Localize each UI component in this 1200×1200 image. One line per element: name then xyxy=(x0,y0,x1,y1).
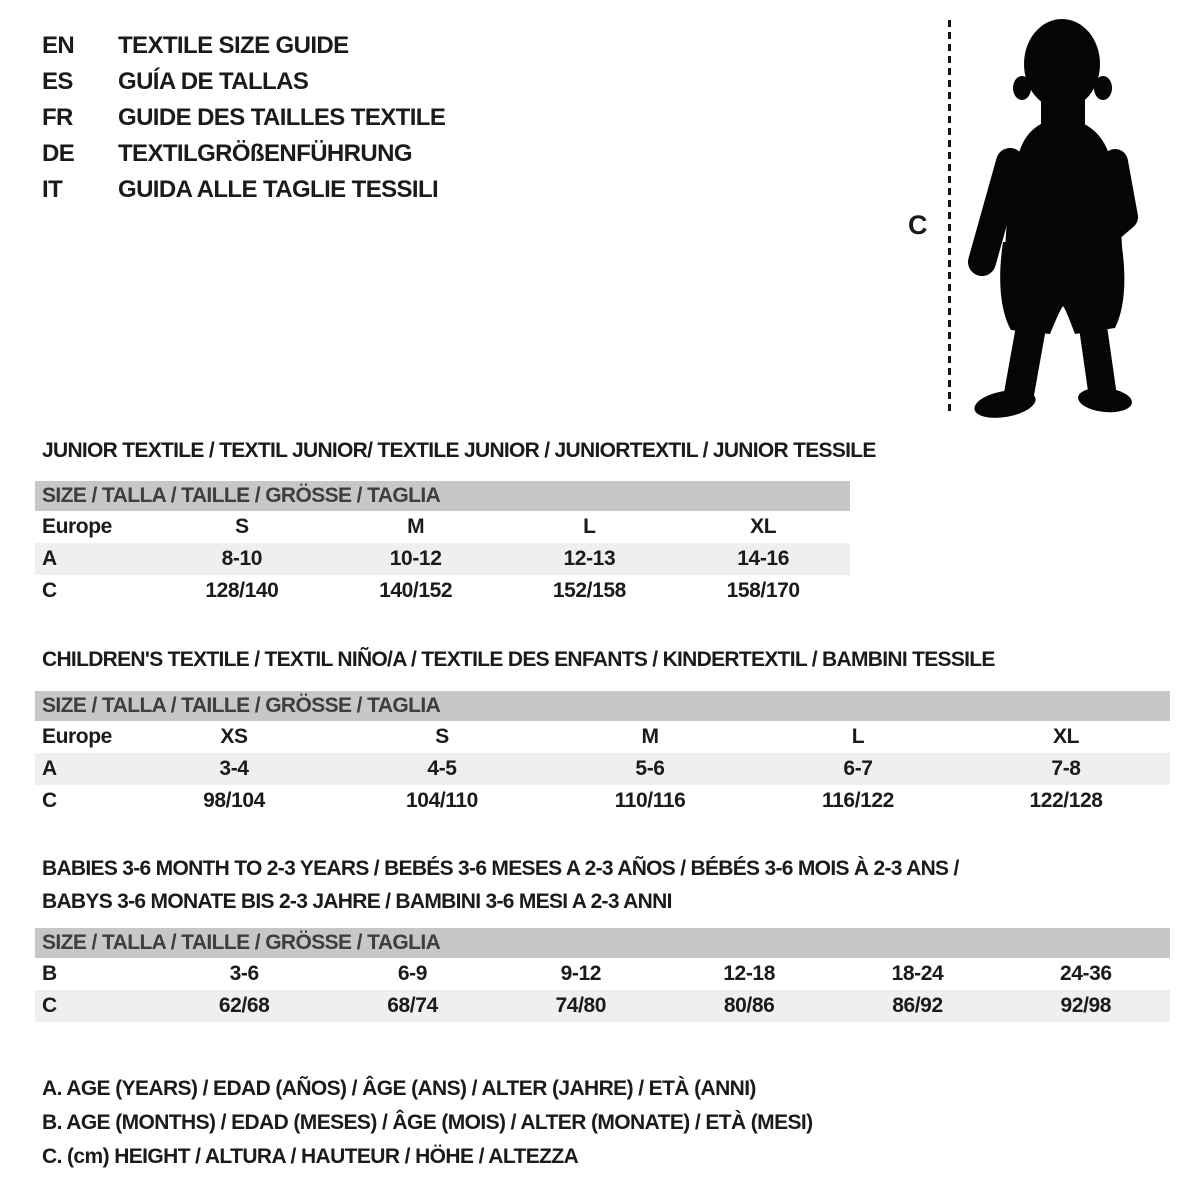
size-value: 7-8 xyxy=(1051,757,1081,780)
table-row xyxy=(35,753,1170,785)
row-label: C xyxy=(42,579,57,602)
table-row xyxy=(35,575,850,607)
row-label: Europe xyxy=(42,515,112,538)
row-label: Europe xyxy=(42,725,112,748)
size-value: 9-12 xyxy=(560,962,602,985)
table-row xyxy=(35,511,850,543)
size-value: S xyxy=(235,515,249,538)
size-value: 3-6 xyxy=(229,962,259,985)
size-value: 140/152 xyxy=(379,579,453,602)
language-title: TEXTILE SIZE GUIDE xyxy=(118,32,349,59)
size-table xyxy=(35,928,1170,1022)
size-value: 6-7 xyxy=(843,757,873,780)
language-title: GUÍA DE TALLAS xyxy=(118,68,309,95)
size-value: 128/140 xyxy=(205,579,279,602)
legend-line: C. (cm) HEIGHT / ALTURA / HAUTEUR / HÖHE / ALTEZZA xyxy=(42,1145,579,1168)
size-table xyxy=(35,481,850,607)
table-title: SIZE / TALLA / TAILLE / GRÖSSE / TAGLIA xyxy=(35,481,850,511)
size-value: 5-6 xyxy=(635,757,665,780)
legend-notes xyxy=(42,1072,813,1174)
size-value: 3-4 xyxy=(219,757,249,780)
size-value: 68/74 xyxy=(387,994,438,1017)
language-row xyxy=(42,28,445,64)
size-value: L xyxy=(583,515,596,538)
language-row xyxy=(42,64,445,100)
row-label: B xyxy=(42,962,57,985)
language-code: FR xyxy=(42,104,73,131)
size-value: 6-9 xyxy=(397,962,428,985)
size-value: 98/104 xyxy=(203,789,265,812)
size-value: 62/68 xyxy=(218,994,270,1017)
section-junior xyxy=(35,434,876,602)
section-heading-line: BABYS 3-6 MONATE BIS 2-3 JAHRE / BAMBINI 3-6 MESI A 2-3 ANNI xyxy=(42,890,672,913)
size-value: 14-16 xyxy=(737,547,789,570)
table-row xyxy=(35,958,1170,990)
section-heading xyxy=(35,434,876,467)
language-code: ES xyxy=(42,68,73,95)
section-heading-line: BABIES 3-6 MONTH TO 2-3 YEARS / BEBÉS 3-6 MESES A 2-3 AÑOS / BÉBÉS 3-6 MOIS À 2-3 ANS / xyxy=(42,857,959,880)
language-title: GUIDA ALLE TAGLIE TESSILI xyxy=(118,176,439,203)
section-heading-line: CHILDREN'S TEXTILE / TEXTIL NIÑO/A / TEXTILE DES ENFANTS / KINDERTEXTIL / BAMBINI TESSILE xyxy=(42,648,995,671)
size-value: 104/110 xyxy=(406,789,478,812)
size-value: 110/116 xyxy=(614,789,686,812)
row-label: A xyxy=(42,757,57,780)
size-value: 10-12 xyxy=(389,547,442,570)
size-value: 4-5 xyxy=(427,757,457,780)
size-value: 12-18 xyxy=(723,962,775,985)
language-title: GUIDE DES TAILLES TEXTILE xyxy=(118,104,446,131)
legend-line: A. AGE (YEARS) / EDAD (AÑOS) / ÂGE (ANS) / ALTER (JAHRE) / ETÀ (ANNI) xyxy=(42,1077,756,1100)
table-row xyxy=(35,785,1170,817)
size-value: 86/92 xyxy=(892,994,943,1017)
size-value: 18-24 xyxy=(891,962,944,985)
section-children xyxy=(35,643,1170,812)
size-value: 80/86 xyxy=(723,994,775,1017)
language-header xyxy=(42,28,445,208)
language-code: IT xyxy=(42,176,63,203)
size-value: XL xyxy=(1052,725,1080,748)
table-row xyxy=(35,990,1170,1022)
row-label: A xyxy=(42,547,57,570)
height-measure-label: C xyxy=(908,210,927,240)
size-value: 92/98 xyxy=(1060,994,1112,1017)
language-row xyxy=(42,172,445,208)
size-value: XS xyxy=(220,725,248,748)
legend-line: B. AGE (MONTHS) / EDAD (MESES) / ÂGE (MOIS) / ALTER (MONATE) / ETÀ (MESI) xyxy=(42,1111,813,1134)
language-code: EN xyxy=(42,32,75,59)
table-title: SIZE / TALLA / TAILLE / GRÖSSE / TAGLIA xyxy=(35,691,1170,721)
size-value: 12-13 xyxy=(563,547,616,570)
size-value: M xyxy=(407,515,425,538)
size-value: XL xyxy=(750,515,777,538)
section-heading xyxy=(35,643,1170,676)
section-heading-line: JUNIOR TEXTILE / TEXTIL JUNIOR/ TEXTILE JUNIOR / JUNIORTEXTIL / JUNIOR TESSILE xyxy=(42,439,876,462)
language-code: DE xyxy=(42,140,75,167)
language-title: TEXTILGRÖßENFÜHRUNG xyxy=(118,140,412,167)
silhouette-shape xyxy=(972,19,1133,420)
size-value: 116/122 xyxy=(822,789,894,812)
size-value: 8-10 xyxy=(221,547,263,570)
language-row xyxy=(42,136,445,172)
size-value: 152/158 xyxy=(552,579,626,602)
row-label: C xyxy=(42,789,57,812)
language-row xyxy=(42,100,445,136)
toddler-silhouette xyxy=(955,12,1145,420)
table-row xyxy=(35,721,1170,753)
size-value: S xyxy=(435,725,449,748)
size-value: 74/80 xyxy=(555,994,607,1017)
size-value: L xyxy=(851,725,865,748)
size-value: 158/170 xyxy=(726,579,800,602)
size-table xyxy=(35,691,1170,817)
section-heading xyxy=(35,852,1170,918)
size-value: M xyxy=(641,725,659,748)
row-label: C xyxy=(42,994,57,1017)
height-measure-dashed-line xyxy=(948,20,951,416)
size-value: 122/128 xyxy=(1029,789,1103,812)
size-value: 24-36 xyxy=(1059,962,1112,985)
table-title: SIZE / TALLA / TAILLE / GRÖSSE / TAGLIA xyxy=(35,928,1170,958)
table-row xyxy=(35,543,850,575)
section-babies xyxy=(35,852,1170,1017)
